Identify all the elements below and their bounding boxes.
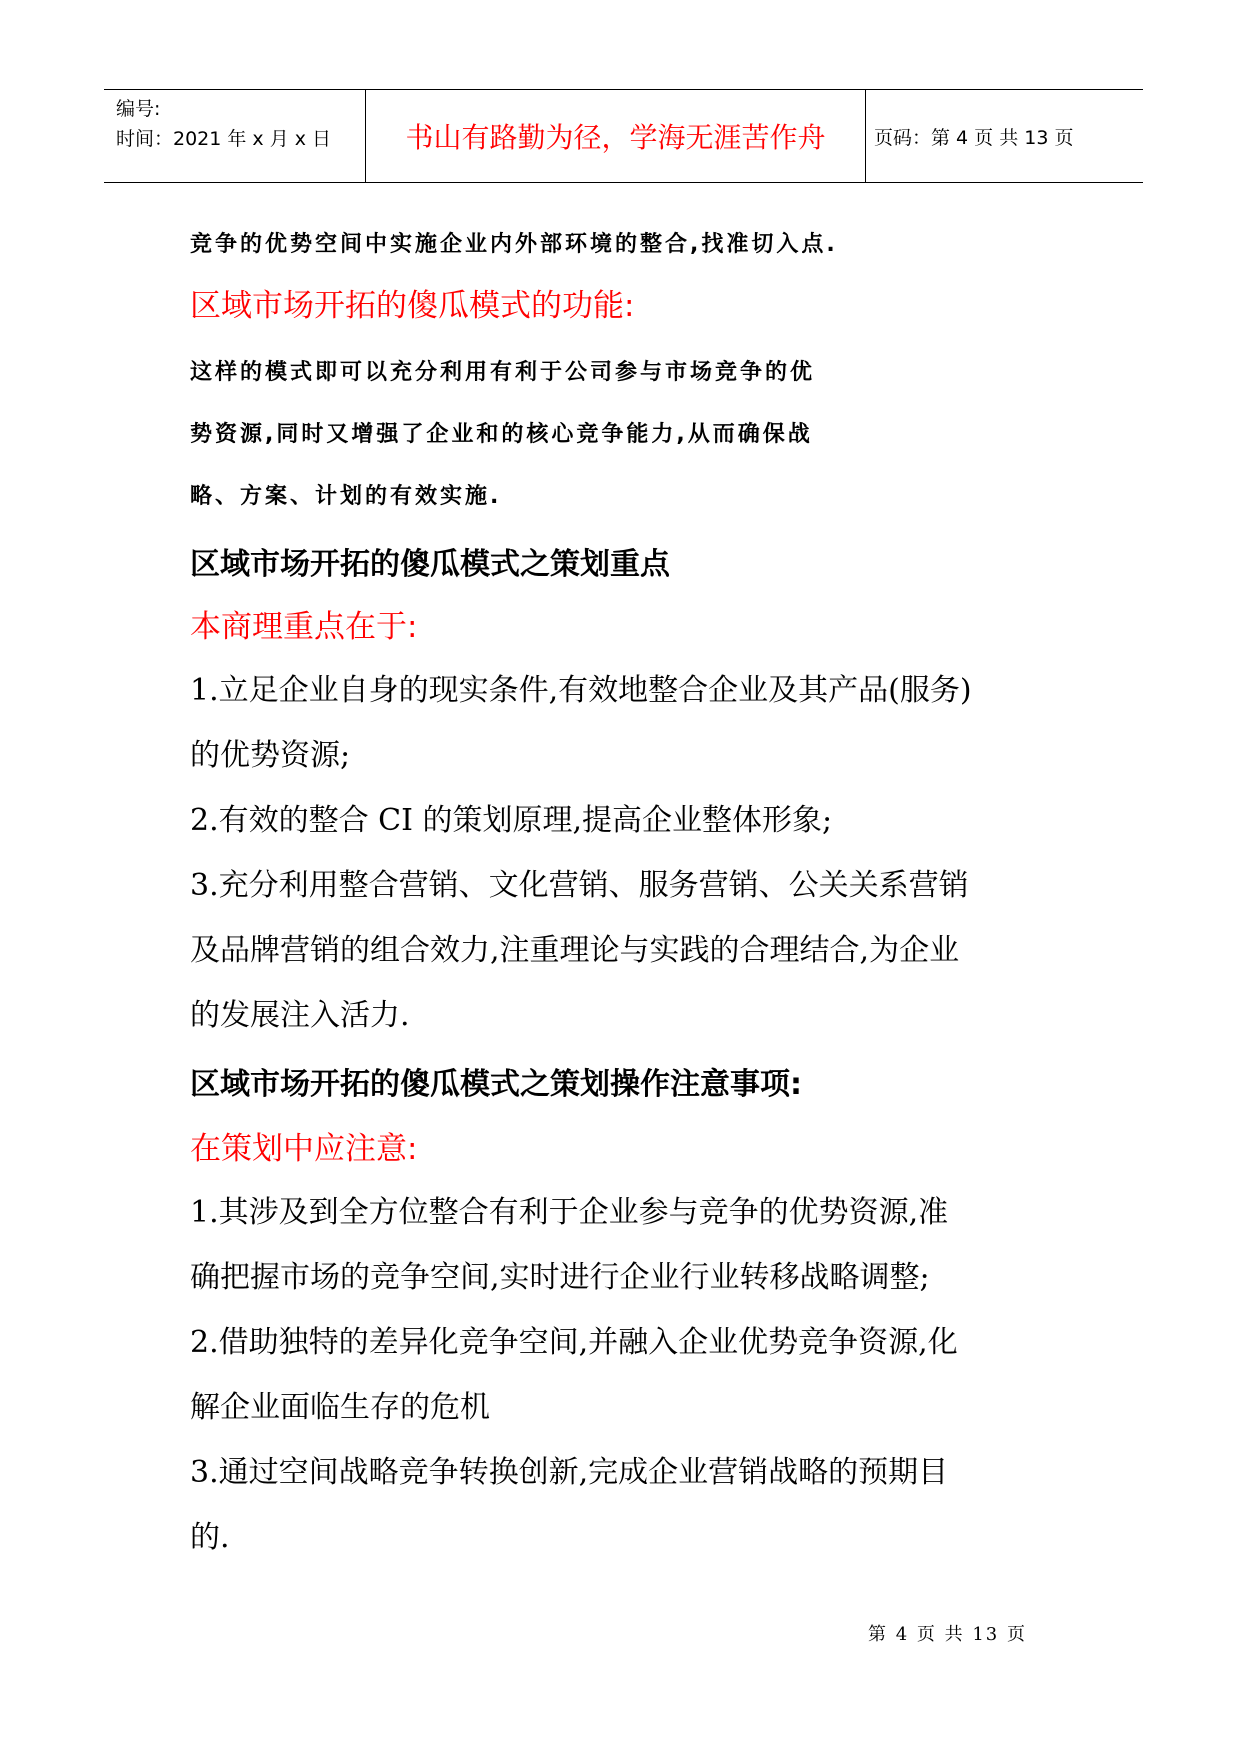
caution-heading: 区域市场开拓的傻瓜模式之策划操作注意事项: <box>190 1067 802 1102</box>
list-item: 3.通过空间战略竞争转换创新,完成企业营销战略的预期目 <box>190 1455 949 1490</box>
header-motto: 书山有路勤为径，学海无涯苦作舟 <box>405 121 826 154</box>
list-item: 确把握市场的竞争空间,实时进行企业行业转移战略调整; <box>190 1260 930 1295</box>
header-divider <box>865 90 866 182</box>
planning-heading: 区域市场开拓的傻瓜模式之策划重点 <box>190 547 670 582</box>
caution-sub-heading: 在策划中应注意: <box>190 1131 418 1167</box>
header-page-code: 页码：第 4 页 共 13 页 <box>874 126 1074 149</box>
header-meta <box>116 94 366 154</box>
list-item: 1.其涉及到全方位整合有利于企业参与竞争的优势资源,准 <box>190 1195 949 1230</box>
list-item: 的优势资源; <box>190 738 351 773</box>
list-item: 3.充分利用整合营销、文化营销、服务营销、公关关系营销 <box>190 868 969 903</box>
document-body <box>190 220 1070 1570</box>
list-item: 解企业面临生存的危机 <box>190 1390 490 1425</box>
list-item: 2.借助独特的差异化竞争空间,并融入企业优势竞争资源,化 <box>190 1325 958 1360</box>
function-line: 这样的模式即可以充分利用有利于公司参与市场竞争的优 <box>190 360 816 385</box>
function-text <box>190 342 1070 528</box>
focus-list <box>190 658 1070 1048</box>
page-header <box>104 89 1143 183</box>
list-item: 的发展注入活力. <box>190 998 410 1033</box>
intro-line: 竞争的优势空间中实施企业内外部环境的整合,找准切入点. <box>190 232 838 257</box>
header-divider <box>365 90 366 182</box>
list-item: 的. <box>190 1520 230 1555</box>
focus-heading: 本商理重点在于: <box>190 609 418 645</box>
function-line: 势资源,同时又增强了企业和的核心竞争能力,从而确保战 <box>190 422 813 447</box>
function-heading: 区域市场开拓的傻瓜模式的功能: <box>190 288 635 324</box>
list-item: 1.立足企业自身的现实条件,有效地整合企业及其产品(服务) <box>190 673 972 708</box>
number-label: 编号: <box>116 98 161 120</box>
function-line: 略、方案、计划的有效实施. <box>190 484 502 509</box>
list-item: 及品牌营销的组合效力,注重理论与实践的合理结合,为企业 <box>190 933 960 968</box>
time-label: 时间：2021 年 x 月 x 日 <box>116 128 332 150</box>
list-item: 2.有效的整合 CI 的策划原理,提高企业整体形象; <box>190 803 833 838</box>
caution-list <box>190 1180 1070 1570</box>
page-footer: 第 4 页 共 13 页 <box>868 1624 1027 1645</box>
